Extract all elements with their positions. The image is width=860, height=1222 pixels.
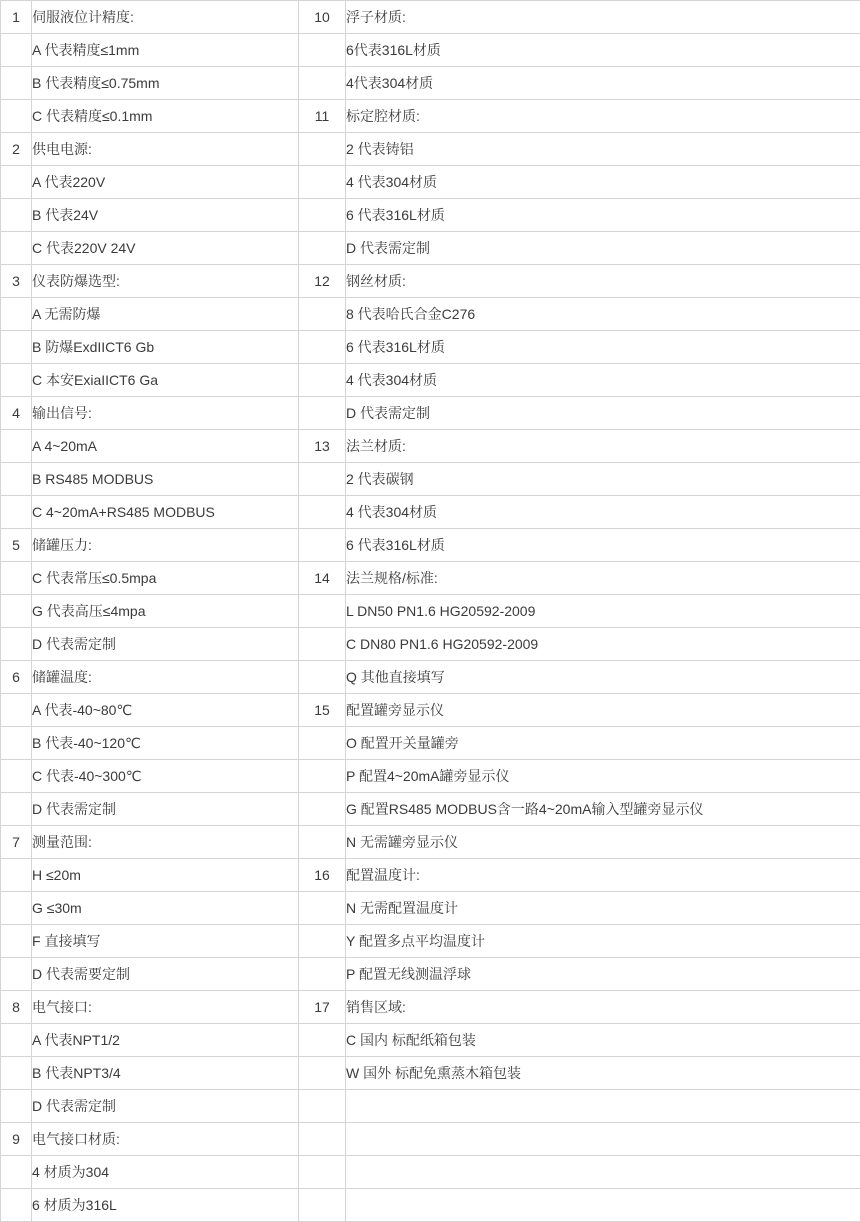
table-row — [1, 760, 860, 793]
table-row — [1, 364, 860, 397]
option-cell-left: B 代表NPT3/4 — [32, 1057, 299, 1090]
index-cell-right — [299, 925, 346, 958]
option-cell-right: 4代表304材质 — [346, 67, 860, 100]
option-cell-left: 伺服液位计精度: — [32, 1, 299, 34]
option-cell-right: 法兰规格/标准: — [346, 562, 860, 595]
index-cell-left: 7 — [1, 826, 32, 859]
option-cell-left: B RS485 MODBUS — [32, 463, 299, 496]
option-cell-left: H ≤20m — [32, 859, 299, 892]
index-cell-right — [299, 298, 346, 331]
table-row — [1, 133, 860, 166]
index-cell-left — [1, 793, 32, 826]
index-cell-left — [1, 1189, 32, 1222]
option-cell-left: 储罐温度: — [32, 661, 299, 694]
index-cell-right — [299, 232, 346, 265]
option-cell-right: O 配置开关量罐旁 — [346, 727, 860, 760]
table-row — [1, 1, 860, 34]
option-cell-left: 电气接口: — [32, 991, 299, 1024]
option-cell-right: 浮子材质: — [346, 1, 860, 34]
table-row — [1, 991, 860, 1024]
option-cell-right: 法兰材质: — [346, 430, 860, 463]
option-cell-right: 标定腔材质: — [346, 100, 860, 133]
index-cell-right: 13 — [299, 430, 346, 463]
table-row — [1, 925, 860, 958]
index-cell-left — [1, 925, 32, 958]
index-cell-right — [299, 463, 346, 496]
index-cell-left: 2 — [1, 133, 32, 166]
option-cell-right: N 无需配置温度计 — [346, 892, 860, 925]
index-cell-right — [299, 826, 346, 859]
index-cell-left: 3 — [1, 265, 32, 298]
index-cell-right — [299, 595, 346, 628]
index-cell-right — [299, 133, 346, 166]
index-cell-right — [299, 1057, 346, 1090]
index-cell-left — [1, 199, 32, 232]
table-row — [1, 1024, 860, 1057]
option-cell-left: D 代表需要定制 — [32, 958, 299, 991]
index-cell-left — [1, 892, 32, 925]
index-cell-left — [1, 166, 32, 199]
option-cell-left: B 代表24V — [32, 199, 299, 232]
index-cell-right — [299, 793, 346, 826]
table-row — [1, 1189, 860, 1222]
option-cell-left: A 代表220V — [32, 166, 299, 199]
option-cell-right: P 配置无线测温浮球 — [346, 958, 860, 991]
index-cell-left — [1, 1156, 32, 1189]
option-cell-left: A 代表-40~80℃ — [32, 694, 299, 727]
index-cell-left — [1, 727, 32, 760]
option-cell-right: C 国内 标配纸箱包装 — [346, 1024, 860, 1057]
option-cell-left: 供电电源: — [32, 133, 299, 166]
table-row — [1, 793, 860, 826]
option-cell-right — [346, 1189, 860, 1222]
index-cell-right — [299, 34, 346, 67]
table-row — [1, 265, 860, 298]
table-row — [1, 958, 860, 991]
option-cell-right: 8 代表哈氏合金C276 — [346, 298, 860, 331]
index-cell-right: 10 — [299, 1, 346, 34]
index-cell-right: 11 — [299, 100, 346, 133]
index-cell-left — [1, 463, 32, 496]
index-cell-right — [299, 496, 346, 529]
table-row — [1, 463, 860, 496]
option-cell-right: 配置罐旁显示仪 — [346, 694, 860, 727]
index-cell-left — [1, 331, 32, 364]
spec-table-body — [1, 1, 860, 1222]
index-cell-right — [299, 1189, 346, 1222]
option-cell-left: 测量范围: — [32, 826, 299, 859]
index-cell-right — [299, 760, 346, 793]
option-cell-left: 输出信号: — [32, 397, 299, 430]
index-cell-left — [1, 298, 32, 331]
table-row — [1, 892, 860, 925]
option-cell-left: C 代表精度≤0.1mm — [32, 100, 299, 133]
option-cell-right: C DN80 PN1.6 HG20592-2009 — [346, 628, 860, 661]
option-cell-left: D 代表需定制 — [32, 1090, 299, 1123]
option-cell-right: 钢丝材质: — [346, 265, 860, 298]
index-cell-right — [299, 628, 346, 661]
index-cell-right — [299, 67, 346, 100]
option-cell-right: L DN50 PN1.6 HG20592-2009 — [346, 595, 860, 628]
option-cell-left: D 代表需定制 — [32, 793, 299, 826]
option-cell-left: 储罐压力: — [32, 529, 299, 562]
index-cell-right — [299, 727, 346, 760]
table-row — [1, 397, 860, 430]
option-cell-right — [346, 1156, 860, 1189]
table-row — [1, 430, 860, 463]
table-row — [1, 199, 860, 232]
table-row — [1, 661, 860, 694]
option-cell-right: D 代表需定制 — [346, 397, 860, 430]
option-cell-right: 2 代表碳钢 — [346, 463, 860, 496]
option-cell-right — [346, 1123, 860, 1156]
table-row — [1, 100, 860, 133]
option-cell-left: G 代表高压≤4mpa — [32, 595, 299, 628]
option-cell-left: B 代表-40~120℃ — [32, 727, 299, 760]
option-cell-right: 6 代表316L材质 — [346, 529, 860, 562]
option-cell-left: 6 材质为316L — [32, 1189, 299, 1222]
index-cell-left — [1, 34, 32, 67]
option-cell-left: B 代表精度≤0.75mm — [32, 67, 299, 100]
index-cell-right — [299, 397, 346, 430]
table-row — [1, 562, 860, 595]
table-row — [1, 595, 860, 628]
index-cell-right — [299, 958, 346, 991]
index-cell-left — [1, 430, 32, 463]
table-row — [1, 331, 860, 364]
table-row — [1, 1156, 860, 1189]
option-cell-right: 4 代表304材质 — [346, 364, 860, 397]
index-cell-left: 1 — [1, 1, 32, 34]
index-cell-left: 8 — [1, 991, 32, 1024]
index-cell-left — [1, 628, 32, 661]
option-cell-left: G ≤30m — [32, 892, 299, 925]
option-cell-left: A 无需防爆 — [32, 298, 299, 331]
option-cell-right: 销售区域: — [346, 991, 860, 1024]
index-cell-left — [1, 100, 32, 133]
index-cell-right: 16 — [299, 859, 346, 892]
option-cell-right: G 配置RS485 MODBUS含一路4~20mA输入型罐旁显示仪 — [346, 793, 860, 826]
option-cell-left: D 代表需定制 — [32, 628, 299, 661]
table-row — [1, 1123, 860, 1156]
index-cell-left: 5 — [1, 529, 32, 562]
index-cell-right — [299, 661, 346, 694]
option-cell-left: 4 材质为304 — [32, 1156, 299, 1189]
table-row — [1, 166, 860, 199]
index-cell-left — [1, 364, 32, 397]
option-cell-right: Y 配置多点平均温度计 — [346, 925, 860, 958]
option-cell-right: 6代表316L材质 — [346, 34, 860, 67]
option-cell-right — [346, 1090, 860, 1123]
index-cell-right — [299, 331, 346, 364]
option-cell-left: C 代表-40~300℃ — [32, 760, 299, 793]
index-cell-left — [1, 760, 32, 793]
index-cell-right — [299, 199, 346, 232]
index-cell-right: 14 — [299, 562, 346, 595]
table-row — [1, 694, 860, 727]
option-cell-left: C 代表常压≤0.5mpa — [32, 562, 299, 595]
table-row — [1, 67, 860, 100]
option-cell-right: 6 代表316L材质 — [346, 199, 860, 232]
table-row — [1, 859, 860, 892]
index-cell-left — [1, 562, 32, 595]
index-cell-left — [1, 859, 32, 892]
option-cell-right: 2 代表铸铝 — [346, 133, 860, 166]
option-cell-right: Q 其他直接填写 — [346, 661, 860, 694]
index-cell-left — [1, 67, 32, 100]
option-cell-right: W 国外 标配免熏蒸木箱包装 — [346, 1057, 860, 1090]
index-cell-right — [299, 1123, 346, 1156]
table-row — [1, 628, 860, 661]
option-cell-right: 4 代表304材质 — [346, 166, 860, 199]
index-cell-left: 4 — [1, 397, 32, 430]
index-cell-right — [299, 1156, 346, 1189]
option-cell-right: D 代表需定制 — [346, 232, 860, 265]
table-row — [1, 1090, 860, 1123]
index-cell-left — [1, 1024, 32, 1057]
option-cell-left: C 代表220V 24V — [32, 232, 299, 265]
index-cell-left — [1, 1090, 32, 1123]
table-row — [1, 826, 860, 859]
index-cell-left — [1, 232, 32, 265]
option-cell-left: C 4~20mA+RS485 MODBUS — [32, 496, 299, 529]
option-cell-right: 6 代表316L材质 — [346, 331, 860, 364]
index-cell-right — [299, 166, 346, 199]
table-row — [1, 298, 860, 331]
index-cell-left — [1, 1057, 32, 1090]
index-cell-right: 15 — [299, 694, 346, 727]
option-cell-left: F 直接填写 — [32, 925, 299, 958]
index-cell-right — [299, 364, 346, 397]
option-cell-right: 配置温度计: — [346, 859, 860, 892]
option-cell-left: A 代表NPT1/2 — [32, 1024, 299, 1057]
index-cell-right — [299, 892, 346, 925]
option-cell-left: C 本安ExiaIICT6 Ga — [32, 364, 299, 397]
table-row — [1, 727, 860, 760]
index-cell-right: 17 — [299, 991, 346, 1024]
option-cell-right: 4 代表304材质 — [346, 496, 860, 529]
index-cell-left — [1, 595, 32, 628]
index-cell-right — [299, 1090, 346, 1123]
index-cell-left — [1, 496, 32, 529]
index-cell-left: 6 — [1, 661, 32, 694]
table-row — [1, 1057, 860, 1090]
option-cell-left: 仪表防爆选型: — [32, 265, 299, 298]
table-row — [1, 496, 860, 529]
index-cell-left — [1, 958, 32, 991]
table-row — [1, 529, 860, 562]
index-cell-right: 12 — [299, 265, 346, 298]
index-cell-left — [1, 694, 32, 727]
index-cell-left: 9 — [1, 1123, 32, 1156]
option-cell-right: P 配置4~20mA罐旁显示仪 — [346, 760, 860, 793]
option-cell-left: 电气接口材质: — [32, 1123, 299, 1156]
option-cell-left: A 4~20mA — [32, 430, 299, 463]
table-row — [1, 34, 860, 67]
table-row — [1, 232, 860, 265]
option-cell-left: A 代表精度≤1mm — [32, 34, 299, 67]
index-cell-right — [299, 1024, 346, 1057]
index-cell-right — [299, 529, 346, 562]
option-cell-left: B 防爆ExdIICT6 Gb — [32, 331, 299, 364]
option-cell-right: N 无需罐旁显示仪 — [346, 826, 860, 859]
